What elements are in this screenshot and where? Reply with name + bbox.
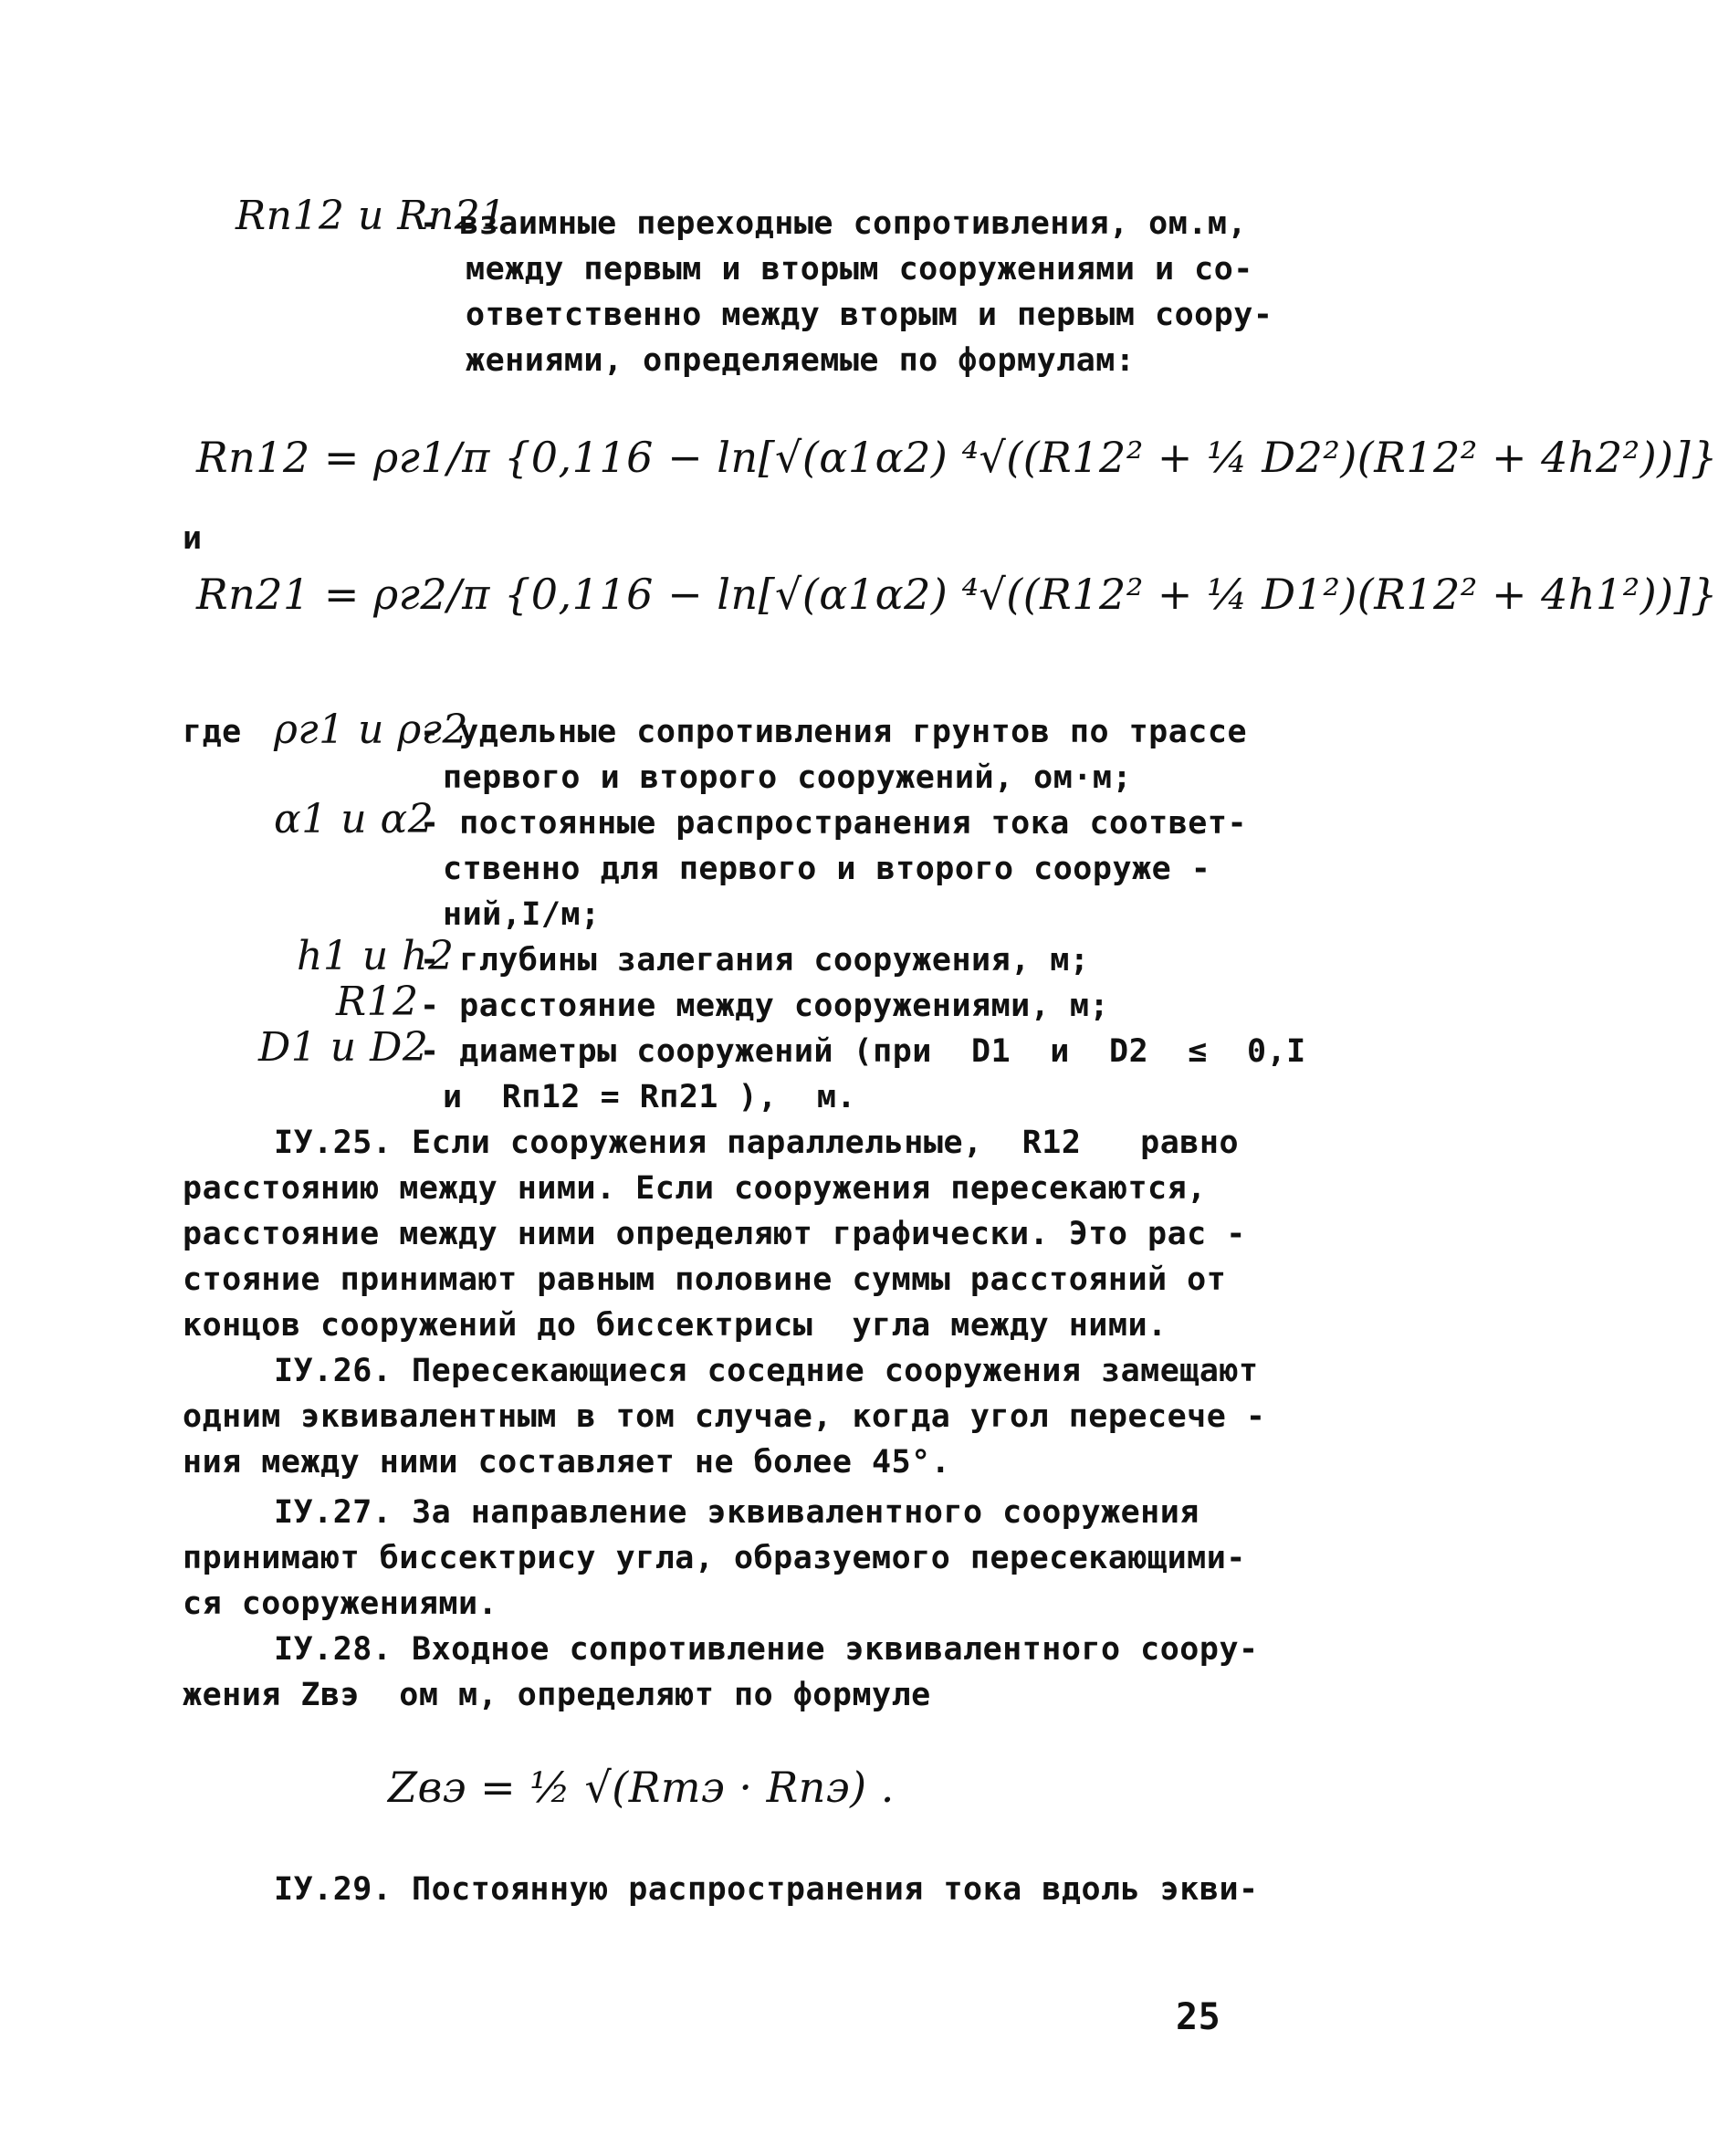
paragraph-line: жения Zвэ ом м, определяют по формуле [183,1677,931,1713]
paragraph-line: концов сооружений до биссектрисы угла между ними. [183,1307,1168,1344]
legend-line: ственно для первого и второго сооруже - [443,851,1211,887]
formula-connector: и [183,520,203,557]
legend-symbol-h: h1 и h2 [297,933,455,979]
legend-line: - постоянные распространения тока соответ- [420,805,1248,842]
definition-line: между первым и вторым сооружениями и со- [466,251,1253,288]
legend-symbol-alpha: α1 и α2 [274,796,435,843]
legend-symbol-r12: R12 [336,979,419,1025]
legend-line: - расстояние между сооружениями, м; [420,988,1110,1024]
formula-rp21: Rп21 = ρг2/π {0,116 − ln[√(α1α2) ⁴√((R12² + ¼ D1²)(R12² + 4h1²))]} [196,570,1718,619]
paragraph-line: IУ.27. За направление эквивалентного сооружения [274,1494,1199,1531]
formula-rp12: Rп12 = ρг1/π {0,116 − ln[√(α1α2) ⁴√((R12² + ¼ D2²)(R12² + 4h2²))]} [196,433,1718,482]
definition-line: жениями, определяемые по формулам: [466,342,1136,379]
legend-line: - удельные сопротивления грунтов по трассе [420,714,1248,750]
page-number: 25 [1176,1996,1221,2038]
legend-line: - глубины залегания сооружения, м; [420,942,1090,979]
paragraph-line: IУ.29. Постоянную распространения тока вдоль экви- [274,1871,1259,1908]
where-label: где [183,714,242,750]
legend-line: - диаметры сооружений (при D1 и D2 ≤ 0,I [420,1033,1306,1070]
paragraph-line: расстояние между ними определяют графически. Это рас - [183,1216,1246,1252]
paragraph-line: стояние принимают равным половине суммы расстояний от [183,1261,1227,1298]
paragraph-line: ния между ними составляет не более 45°. [183,1444,951,1481]
legend-line: первого и второго сооружений, ом·м; [443,759,1133,796]
legend-symbol-rho: ρг1 и ρг2 [274,706,469,753]
legend-line: и Rп12 = Rп21 ), м. [443,1079,857,1115]
paragraph-line: одним эквивалентным в том случае, когда угол пересече - [183,1398,1266,1435]
paragraph-line: ся сооружениями. [183,1586,498,1622]
paragraph-line: расстоянию между ними. Если сооружения пересекаются, [183,1170,1207,1207]
legend-symbol-d: D1 и D2 [258,1024,429,1071]
formula-z: Zвэ = ½ √(Rтэ · Rпэ) . [388,1763,895,1812]
definition-line: ответственно между вторым и первым соору- [466,297,1273,333]
paragraph-line: IУ.25. Если сооружения параллельные, R12 равно [274,1125,1240,1161]
paragraph-line: IУ.26. Пересекающиеся соседние сооружения замещают [274,1353,1259,1389]
definition-line: - взаимные переходные сопротивления, ом.м, [420,205,1248,242]
legend-line: ний,I/м; [443,896,601,933]
definition-symbol-rp: Rп12 и Rп21 [236,193,507,239]
paragraph-line: IУ.28. Входное сопротивление эквивалентного соору- [274,1631,1259,1668]
paragraph-line: принимают биссектрису угла, образуемого пересекающими- [183,1540,1246,1576]
